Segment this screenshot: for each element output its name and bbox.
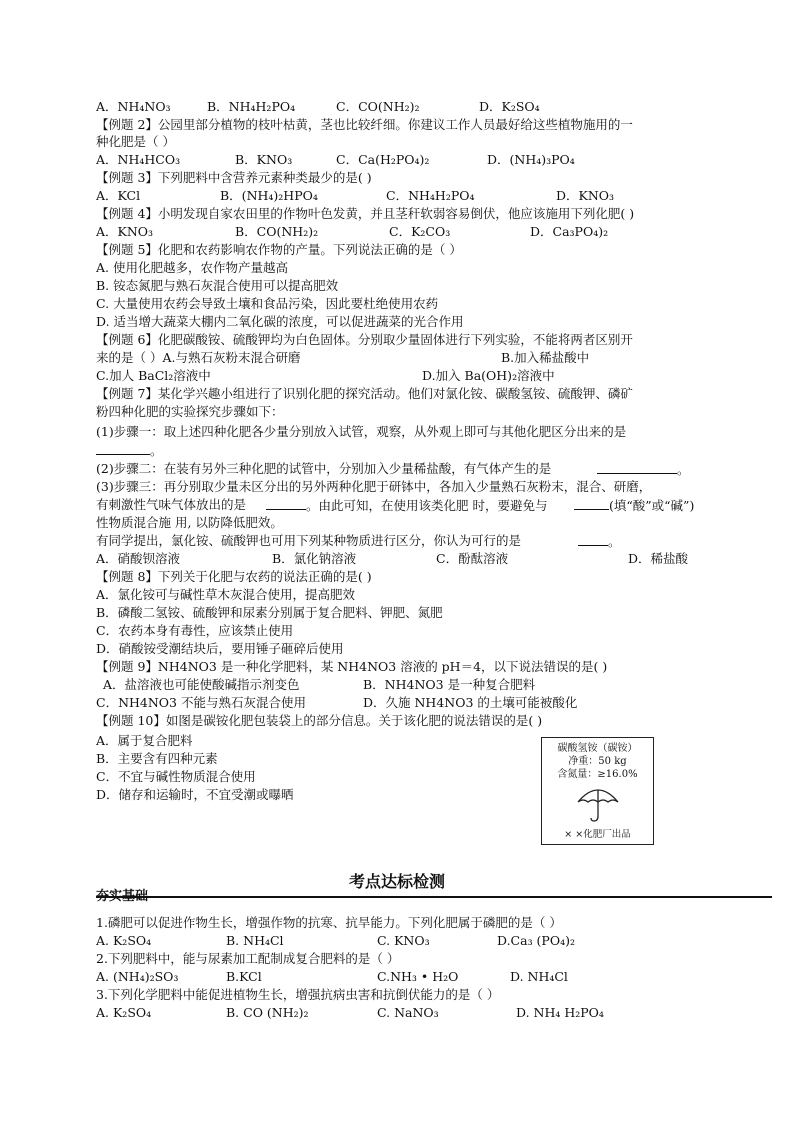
text-line-ex3_optD	[556, 188, 614, 204]
line-text: (3)步骤三：再分别取少量未区分出的另外两种化肥于研钵中，各加入少量熟石灰粉末，混合、研磨，	[96, 479, 652, 494]
text-line-ex2_l1	[96, 117, 633, 133]
text-line-ex6_l2	[96, 350, 300, 366]
text-line-ex8_B	[96, 605, 443, 621]
line-text: C．NH4NO3 不能与熟石灰混合使用	[96, 695, 306, 710]
text-line-ex5_D	[96, 314, 464, 330]
text-line-ex4_optB	[235, 224, 318, 240]
line-text: 。	[150, 443, 163, 458]
text-line-ex6_B	[501, 350, 589, 366]
line-text: B. 铵态氮肥与熟石灰混合使用可以提高肥效	[96, 278, 339, 293]
text-line-t2_C	[377, 969, 458, 985]
line-text: 有刺激性气味气体放出的是	[96, 497, 247, 512]
text-line-ex6_C	[96, 368, 211, 384]
line-text: 。由此可知，在使用该类化肥 时，要避免与	[306, 498, 548, 513]
line-text: B．KNO₃	[235, 152, 293, 167]
text-line-ex9_l1	[96, 659, 607, 675]
line-text: A．KNO₃	[96, 224, 154, 239]
text-line-ex7_l7c	[574, 497, 694, 514]
line-text: D. 适当增大蔬菜大棚内二氧化碳的浓度，可以促进蔬菜的光合作用	[96, 314, 464, 329]
line-text: C．不宜与碱性物质混合使用	[96, 769, 256, 784]
text-line-ex7_l4	[96, 442, 163, 459]
label-nitrogen: 含氮量：≥16.0%	[557, 769, 638, 780]
text-line-ex9_B	[363, 677, 535, 693]
text-line-ex2_optC	[336, 152, 429, 168]
line-text: 种化肥是（ ）	[96, 134, 175, 149]
line-text: D．K₂SO₄	[479, 99, 540, 114]
line-text: D.Ca₃ (PO₄)₂	[497, 933, 575, 948]
line-text: B. CO (NH₂)₂	[226, 1005, 309, 1020]
label-maker: × ×化肥厂出品	[564, 829, 631, 840]
answer-blank[interactable]	[96, 442, 150, 455]
line-text: 有同学提出，氯化铵、硫酸钾也可用下列某种物质进行区分，你认为可行的是	[96, 533, 522, 548]
line-text: A．属于复合肥料	[96, 733, 193, 748]
line-text: C．农药本身有毒性，应该禁止使用	[96, 623, 294, 638]
line-text: 性物质混合施 用, 以防降低肥效。	[96, 515, 283, 530]
text-line-t2_A	[96, 969, 178, 985]
line-text: C.NH₃ • H₂O	[377, 969, 459, 984]
line-text: A. K₂SO₄	[96, 1005, 152, 1020]
line-text: A．KCl	[96, 188, 141, 203]
text-line-ex4_optD	[530, 224, 608, 240]
text-line-ex10_C	[96, 769, 256, 785]
label-weight: 净重：50 kg	[568, 756, 627, 767]
text-line-ex2_l2	[96, 134, 175, 150]
text-line-ex2_optA	[96, 152, 180, 168]
text-line-ex8_C	[96, 623, 293, 639]
text-line-ex7_l6	[96, 479, 651, 495]
text-line-ex3_optB	[220, 188, 318, 204]
section-subtitle: 夯实基础	[96, 889, 149, 904]
text-line-ex7_l1	[96, 386, 633, 402]
line-text: D. NH₄Cl	[510, 969, 568, 984]
answer-blank[interactable]	[574, 497, 609, 510]
text-line-ex10_D	[96, 787, 294, 803]
text-line-ex8_D	[96, 641, 344, 657]
line-text: 1.磷肥可以促进作物生长，增强作物的抗寒、抗旱能力。下列化肥属于磷肥的是（ ）	[96, 915, 562, 930]
line-text: B．CO(NH₂)₂	[235, 224, 319, 239]
text-line-ex7_l3	[96, 424, 626, 440]
text-line-q1_optC	[336, 99, 420, 115]
line-text: 。	[608, 534, 621, 549]
section-title: 考点达标检测	[348, 872, 445, 891]
umbrella-icon	[576, 784, 620, 824]
line-text: D．稀盐酸	[628, 551, 689, 566]
text-line-t2_B	[226, 969, 262, 985]
line-text: B. NH₄Cl	[226, 933, 284, 948]
line-text: C. 大量使用农药会导致土壤和食品污染，因此要杜绝使用农药	[96, 296, 439, 311]
line-text: A. (NH₄)₂SO₃	[96, 969, 179, 984]
line-text: 【例题 5】化肥和农药影响农作物的产量。下列说法正确的是（ ）	[96, 242, 462, 257]
line-text: C．Ca(H₂PO₄)₂	[336, 152, 430, 167]
line-text: B．氯化钠溶液	[272, 551, 357, 566]
answer-blank[interactable]	[266, 497, 306, 510]
text-line-ex7_l8	[96, 515, 283, 531]
text-line-t3_A	[96, 1005, 151, 1021]
line-text: 2.下列肥料中，能与尿素加工配制成复合肥料的是（ ）	[96, 951, 400, 966]
line-text: B．NH4NO3 是一种复合肥料	[363, 677, 536, 692]
line-text: D．(NH₄)₃PO₄	[487, 152, 575, 167]
line-text: 3.下列化学肥料中能促进植物生长，增强抗病虫害和抗倒伏能力的是（ ）	[96, 987, 500, 1002]
text-line-ex7_l7b	[266, 497, 547, 514]
text-line-ex5_C	[96, 296, 438, 312]
text-line-t1_A	[96, 933, 151, 949]
line-text: (填“酸”或“碱”)	[609, 498, 695, 513]
answer-blank[interactable]	[578, 533, 608, 546]
text-line-ex10_B	[96, 751, 218, 767]
line-text: 【例题 2】公园里部分植物的枝叶枯黄，茎也比较纤细。你建议工作人员最好给这些植物施用的一	[96, 117, 633, 132]
section-divider	[96, 896, 772, 898]
text-line-ex3_optA	[96, 188, 140, 204]
text-line-ex5_A	[96, 260, 288, 276]
line-text: 【例题 7】某化学兴趣小组进行了识别化肥的探究活动。他们对氯化铵、碳酸氢铵、硫酸钾、磷矿	[96, 386, 633, 401]
text-line-ex8_A	[96, 587, 355, 603]
line-text: D．储存和运输时，不宜受潮或曝晒	[96, 787, 294, 802]
line-text: C．K₂CO₃	[389, 224, 451, 239]
text-line-ex7_optD	[628, 551, 688, 567]
text-line-t3_D	[516, 1005, 604, 1021]
text-line-ex9_C	[96, 695, 306, 711]
line-text: (1)步骤一：取上述四种化肥各少量分别放入试管，观察，从外观上即可与其他化肥区分出来的是	[96, 424, 627, 439]
line-text: C．酚酞溶液	[436, 551, 509, 566]
text-line-ex7_l9b	[578, 533, 621, 550]
text-line-ex7_l9	[96, 533, 521, 549]
line-text: 粉四种化肥的实验探究步骤如下：	[96, 404, 284, 419]
text-line-t3_B	[226, 1005, 309, 1021]
text-line-ex7_optA	[96, 551, 180, 567]
line-text: C. KNO₃	[377, 933, 430, 948]
line-text: B．磷酸二氢铵、硫酸钾和尿素分别属于复合肥料、钾肥、氮肥	[96, 605, 443, 620]
line-text: A．盐溶液也可能使酸碱指示剂变色	[103, 677, 300, 692]
text-line-q1_optB	[207, 99, 295, 115]
line-text: 来的是（ ）A.与熟石灰粉末混合研磨	[96, 350, 301, 365]
answer-blank[interactable]	[597, 461, 677, 474]
line-text: C. NaNO₃	[377, 1005, 439, 1020]
line-text: D.加入 Ba(OH)₂溶液中	[422, 368, 555, 383]
text-line-ex2_optD	[487, 152, 575, 168]
line-text: A．氯化铵可与碱性草木灰混合使用，提高肥效	[96, 587, 356, 602]
text-line-ex9_A	[103, 677, 300, 693]
line-text: 【例题 4】小明发现自家农田里的作物叶色发黄，并且茎秆软弱容易倒伏，他应该施用下列化肥( )	[96, 206, 635, 221]
text-line-ex2_optB	[235, 152, 292, 168]
line-text: 【例题 8】下列关于化肥与农药的说法正确的是( )	[96, 569, 372, 584]
line-text: 。	[677, 462, 690, 477]
text-line-ex7_l5	[96, 461, 551, 477]
text-line-ex3_l1	[96, 170, 372, 186]
line-text: A．硝酸钡溶液	[96, 551, 181, 566]
line-text: (2)步骤二：在装有另外三种化肥的试管中，分别加入少量稀盐酸，有气体产生的是	[96, 461, 552, 476]
line-text: D. NH₄ H₂PO₄	[516, 1005, 604, 1020]
text-line-t2_D	[510, 969, 568, 985]
line-text: D．KNO₃	[556, 188, 615, 203]
line-text: B．(NH₄)₂HPO₄	[220, 188, 318, 203]
text-line-t1_B	[226, 933, 284, 949]
line-text: C．CO(NH₂)₂	[336, 99, 420, 114]
text-line-t2_l1	[96, 951, 399, 967]
fertilizer-package-label	[541, 737, 654, 845]
line-text: 【例题 10】如图是碳铵化肥包装袋上的部分信息。关于该化肥的说法错误的是( )	[96, 713, 543, 728]
text-line-t1_C	[377, 933, 430, 949]
line-text: 【例题 6】化肥碳酸铵、硫酸钾均为白色固体。分别取少量固体进行下列实验，不能将两者区别开	[96, 332, 633, 347]
text-line-ex6_D	[422, 368, 555, 384]
text-line-t1_l1	[96, 915, 562, 931]
label-title: 碳酸氢铵（碳铵）	[557, 743, 638, 754]
text-line-t3_l1	[96, 987, 499, 1003]
text-line-ex9_D	[363, 695, 577, 711]
line-text: B.加入稀盐酸中	[501, 350, 590, 365]
line-text: A．NH₄HCO₃	[96, 152, 181, 167]
text-line-ex7_l5b	[597, 461, 690, 478]
text-line-ex6_l1	[96, 332, 633, 348]
line-text: D．硝酸铵受潮结块后，要用锤子砸碎后使用	[96, 641, 344, 656]
text-line-q1_optD	[479, 99, 540, 115]
text-line-t3_C	[377, 1005, 439, 1021]
text-line-q1_optA	[96, 99, 171, 115]
text-line-ex4_l1	[96, 206, 634, 222]
text-line-ex10_A	[96, 733, 193, 749]
line-text: C.加人 BaCl₂溶液中	[96, 368, 211, 383]
text-line-t1_D	[497, 933, 575, 949]
text-line-ex4_optC	[389, 224, 450, 240]
line-text: A. 使用化肥越多，农作物产量越高	[96, 260, 288, 275]
line-text: A. K₂SO₄	[96, 933, 152, 948]
text-line-ex10_l1	[96, 713, 542, 729]
line-text: 【例题 3】下列肥料中含营养元素种类最少的是( )	[96, 170, 372, 185]
line-text: D．Ca₃PO₄)₂	[530, 224, 609, 239]
text-line-ex7_l7a	[96, 497, 246, 513]
line-text: A．NH₄NO₃	[96, 99, 171, 114]
text-line-ex5_l1	[96, 242, 462, 258]
line-text: D．久施 NH4NO3 的土壤可能被酸化	[363, 695, 578, 710]
line-text: B．主要含有四种元素	[96, 751, 218, 766]
text-line-ex7_optC	[436, 551, 508, 567]
text-line-ex7_l2	[96, 404, 284, 420]
line-text: C．NH₄H₂PO₄	[386, 188, 475, 203]
text-line-ex8_l1	[96, 569, 372, 585]
text-line-ex7_optB	[272, 551, 356, 567]
text-line-ex3_optC	[386, 188, 475, 204]
text-line-ex4_optA	[96, 224, 153, 240]
line-text: B．NH₄H₂PO₄	[207, 99, 296, 114]
text-line-ex5_B	[96, 278, 338, 294]
line-text: B.KCl	[226, 969, 262, 984]
line-text: 【例题 9】NH4NO3 是一种化学肥料，某 NH4NO3 溶液的 pH＝4，以下说法错误的是( )	[96, 659, 608, 674]
